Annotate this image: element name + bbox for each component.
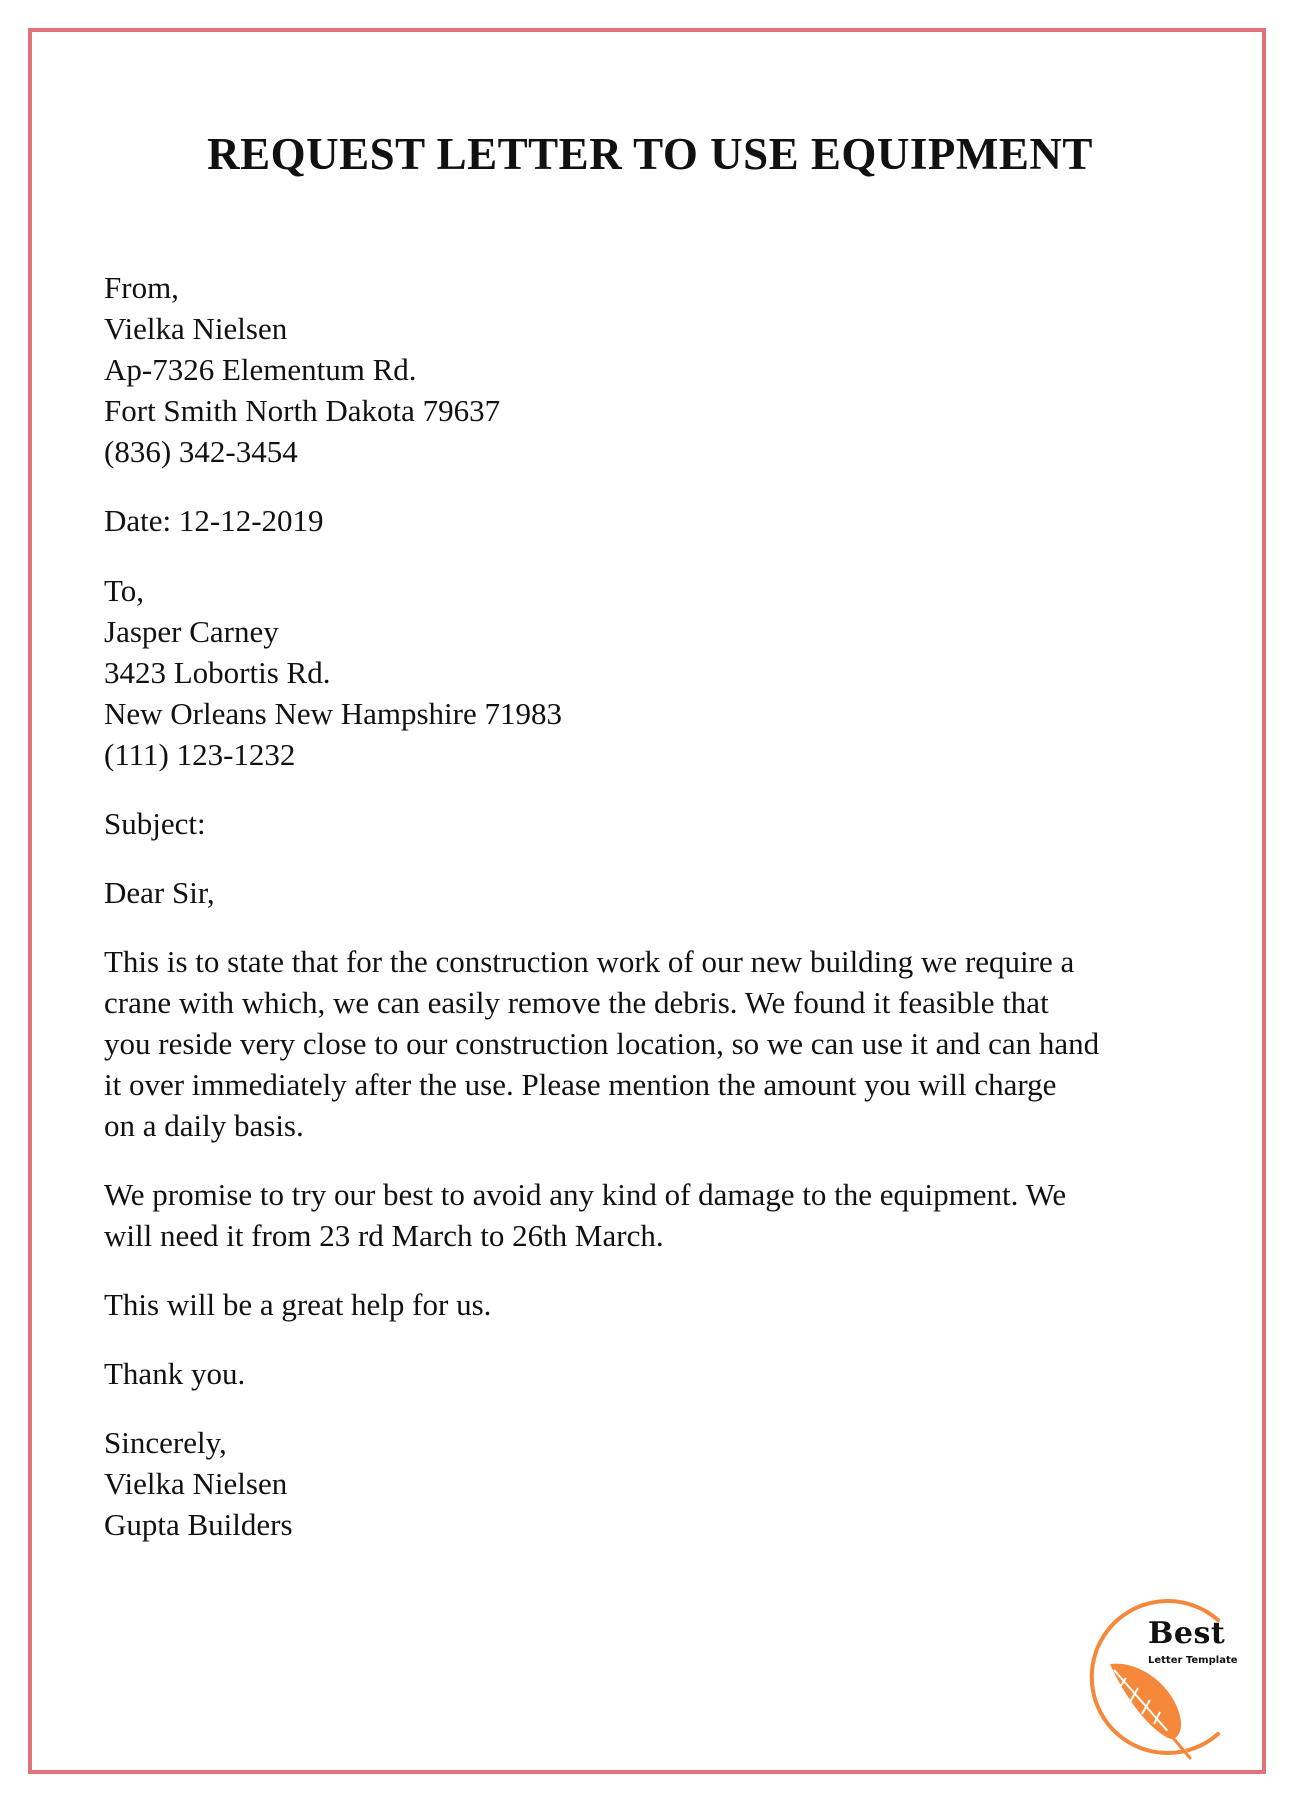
body-paragraph-3: This will be a great help for us. xyxy=(104,1287,492,1322)
signer-name: Vielka Nielsen xyxy=(104,1466,288,1501)
best-letter-template-logo xyxy=(1068,1592,1258,1768)
sender-address-line1: Ap-7326 Elementum Rd. xyxy=(104,352,417,387)
paragraph-line: you reside very close to our construction location, so we can use it and can hand xyxy=(104,1026,1100,1061)
letter-body xyxy=(104,267,1204,1545)
paragraph-line: on a daily basis. xyxy=(104,1108,304,1143)
closing-block xyxy=(104,1422,1204,1545)
sender-block xyxy=(104,267,1204,472)
thanks-line: Thank you. xyxy=(104,1356,246,1391)
recipient-address-line2: New Orleans New Hampshire 71983 xyxy=(104,696,562,731)
signer-company: Gupta Builders xyxy=(104,1507,293,1542)
subject-line: Subject: xyxy=(104,806,206,841)
to-label: To, xyxy=(104,573,145,608)
paragraph-line: We promise to try our best to avoid any kind of damage to the equipment. We xyxy=(104,1177,1067,1212)
sender-phone: (836) 342-3454 xyxy=(104,434,298,469)
logo-best-text: Best xyxy=(1148,1616,1226,1651)
letter-title: REQUEST LETTER TO USE EQUIPMENT xyxy=(207,129,1093,179)
closing-label: Sincerely, xyxy=(104,1425,227,1460)
recipient-phone: (111) 123-1232 xyxy=(104,737,296,772)
salutation: Dear Sir, xyxy=(104,875,215,910)
sender-name: Vielka Nielsen xyxy=(104,311,288,346)
feather-icon xyxy=(1110,1664,1190,1758)
sender-address-line2: Fort Smith North Dakota 79637 xyxy=(104,393,501,428)
body-paragraph-1 xyxy=(104,941,1204,1146)
paragraph-line: will need it from 23 rd March to 26th March. xyxy=(104,1218,664,1253)
body-paragraph-2 xyxy=(104,1174,1204,1256)
paragraph-line: it over immediately after the use. Please mention the amount you will charge xyxy=(104,1067,1057,1102)
logo-subtitle-text: Letter Template xyxy=(1148,1655,1238,1666)
from-label: From, xyxy=(104,270,179,305)
recipient-name: Jasper Carney xyxy=(104,614,279,649)
paragraph-line: crane with which, we can easily remove the debris. We found it feasible that xyxy=(104,985,1049,1020)
letter-date: Date: 12-12-2019 xyxy=(104,503,324,538)
recipient-block xyxy=(104,570,1204,775)
recipient-address-line1: 3423 Lobortis Rd. xyxy=(104,655,331,690)
paragraph-line: This is to state that for the construction work of our new building we require a xyxy=(104,944,1075,979)
